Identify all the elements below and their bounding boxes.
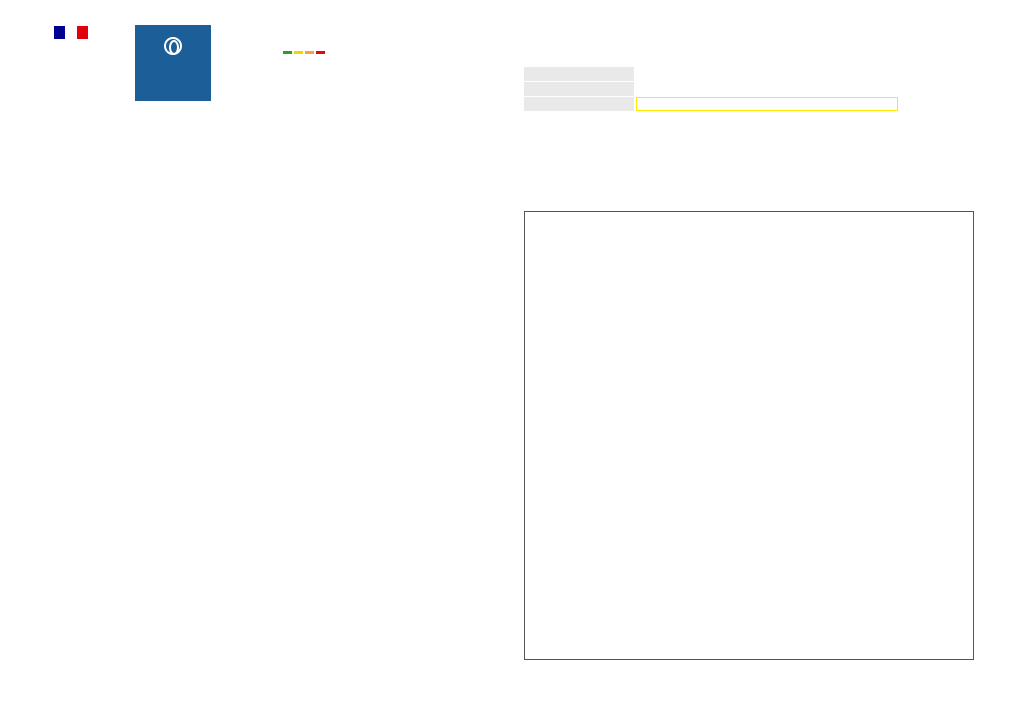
timeline-row-orages <box>524 67 902 81</box>
meteo-france-logo <box>135 25 211 101</box>
french-flag-icon <box>54 26 88 39</box>
timeline-cells-pluie <box>636 82 898 96</box>
main-vigilance-map[interactable] <box>84 208 414 538</box>
timeline-row-pluie <box>524 82 902 96</box>
vigilance-color-bar <box>283 51 325 54</box>
republique-francaise-logo <box>54 26 134 44</box>
timeline-row-crues <box>524 97 902 111</box>
vigicrues-link[interactable] <box>636 97 898 111</box>
meteo-france-symbol-icon <box>164 37 182 55</box>
vigilance-logo <box>227 50 325 54</box>
hazard-maps-grid <box>524 211 974 660</box>
timeline-label-orages <box>524 67 634 81</box>
timeline <box>524 34 902 114</box>
timeline-label-crues <box>524 97 634 111</box>
timeline-hours <box>636 51 898 65</box>
timeline-cells-orages <box>636 67 898 81</box>
timeline-label-pluie <box>524 82 634 96</box>
